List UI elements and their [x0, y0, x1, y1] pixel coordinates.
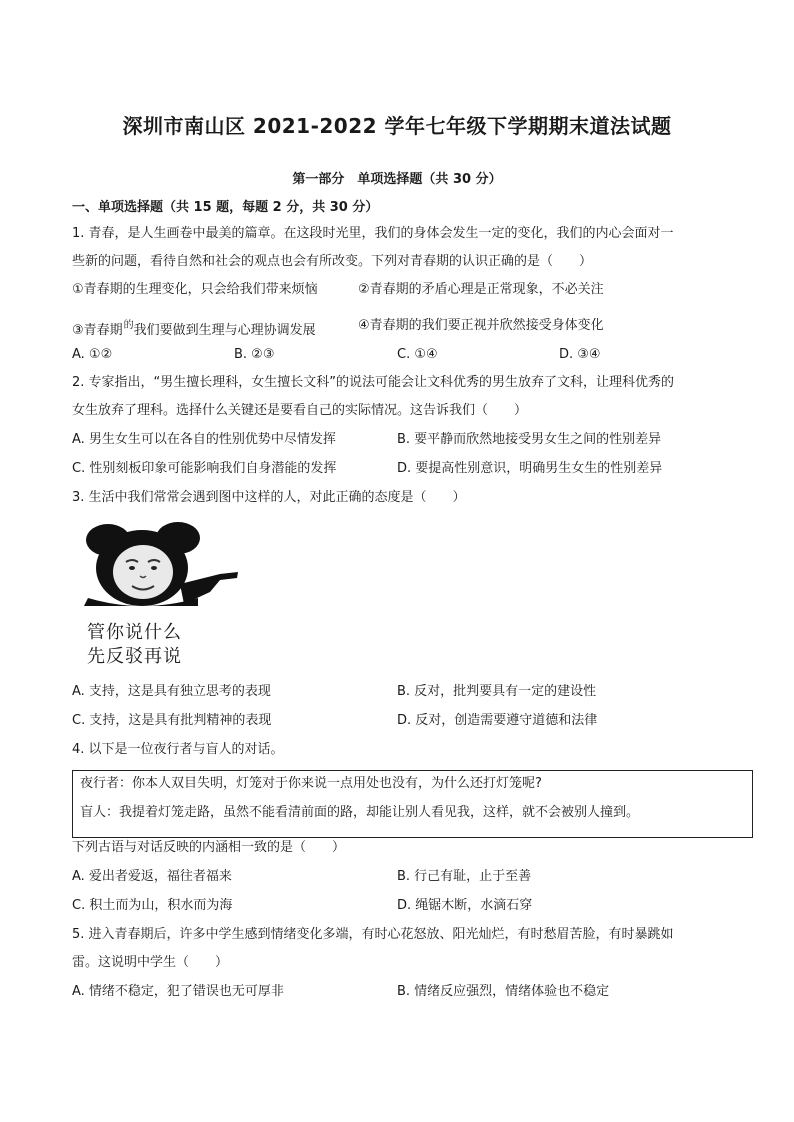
dialogue-line-traveler: 夜行者：你本人双目失明，灯笼对于你来说一点用处也没有，为什么还打灯笼呢? — [80, 776, 542, 791]
page-title: 深圳市南山区 2021-2022 学年七年级下学期期末道法试题 — [122, 114, 672, 138]
meme-caption-line1: 管你说什么 — [87, 622, 182, 643]
q3-option-d[interactable]: D. 反对，创造需要遵守道德和法律 — [397, 713, 598, 728]
q1-statement-1: ①青春期的生理变化，只会给我们带来烦恼 — [72, 282, 318, 297]
q5-stem-line1: 5. 进入青春期后，许多中学生感到情绪变化多端，有时心花怒放、阳光灿烂，有时愁眉苦脸，有时暴跳如 — [72, 927, 674, 942]
q4-option-a[interactable]: A. 爱出者爱返，福往者福来 — [72, 869, 232, 884]
q3-stem: 3. 生活中我们常常会遇到图中这样的人，对此正确的态度是（ ） — [72, 490, 466, 505]
q3-option-b[interactable]: B. 反对，批判要具有一定的建设性 — [397, 684, 597, 699]
q1-stem-line1: 1. 青春，是人生画卷中最美的篇章。在这段时光里，我们的身体会发生一定的变化，我们的内心会面对一 — [72, 226, 674, 241]
meme-caption-line2: 先反驳再说 — [87, 646, 182, 667]
q1-statement-3-sup: 的 — [123, 320, 134, 331]
q2-stem-line1: 2. 专家指出，“男生擅长理科，女生擅长文科”的说法可能会让文科优秀的男生放弃了文科，让理科优秀的 — [72, 375, 675, 390]
q5-option-a[interactable]: A. 情绪不稳定，犯了错误也无可厚非 — [72, 984, 284, 999]
q1-stem-line2: 些新的问题，看待自然和社会的观点也会有所改变。下列对青春期的认识正确的是（ ） — [72, 254, 593, 269]
q2-option-b[interactable]: B. 要平静而欣然地接受男女生之间的性别差异 — [397, 432, 662, 447]
part-title: 第一部分 单项选择题（共 30 分） — [292, 172, 502, 187]
q1-option-b[interactable]: B. ②③ — [234, 347, 275, 362]
q4-question: 下列古语与对话反映的内涵相一致的是（ ） — [72, 840, 346, 855]
q1-option-c[interactable]: C. ①④ — [397, 347, 438, 362]
q4-option-c[interactable]: C. 积土而为山，积水而为海 — [72, 898, 233, 913]
q4-option-b[interactable]: B. 行己有耻，止于至善 — [397, 869, 532, 884]
q4-stem: 4. 以下是一位夜行者与盲人的对话。 — [72, 742, 284, 757]
q1-option-d[interactable]: D. ③④ — [559, 347, 601, 362]
q2-option-d[interactable]: D. 要提高性别意识，明确男生女生的性别差异 — [397, 461, 663, 476]
dialogue-line-blind-man: 盲人：我提着灯笼走路，虽然不能看清前面的路，却能让别人看见我，这样，就不会被别人撞到。 — [80, 805, 640, 820]
q3-option-a[interactable]: A. 支持，这是具有独立思考的表现 — [72, 684, 271, 699]
q1-statement-4: ④青春期的我们要正视并欣然接受身体变化 — [358, 318, 604, 333]
q3-option-c[interactable]: C. 支持，这是具有批判精神的表现 — [72, 713, 272, 728]
q1-option-a[interactable]: A. ①② — [72, 347, 113, 362]
q1-statement-2: ②青春期的矛盾心理是正常现象，不必关注 — [358, 282, 604, 297]
q1-statement-3-part1: ③青春期 — [72, 323, 123, 338]
q1-statement-3-part2: 我们要做到生理与心理协调发展 — [133, 323, 316, 338]
q2-option-c[interactable]: C. 性别刻板印象可能影响我们自身潜能的发挥 — [72, 461, 337, 476]
q5-option-b[interactable]: B. 情绪反应强烈，情绪体验也不稳定 — [397, 984, 610, 999]
q5-stem-line2: 雷。这说明中学生（ ） — [72, 955, 229, 970]
q2-option-a[interactable]: A. 男生女生可以在各自的性别优势中尽情发挥 — [72, 432, 336, 447]
q1-statement-3 — [72, 317, 316, 340]
q4-option-d[interactable]: D. 绳锯木断，水滴石穿 — [397, 898, 533, 913]
q2-stem-line2: 女生放弃了理科。选择什么关键还是要看自己的实际情况。这告诉我们（ ） — [72, 403, 528, 418]
section-title: 一、单项选择题（共 15 题，每题 2 分，共 30 分） — [72, 200, 379, 215]
